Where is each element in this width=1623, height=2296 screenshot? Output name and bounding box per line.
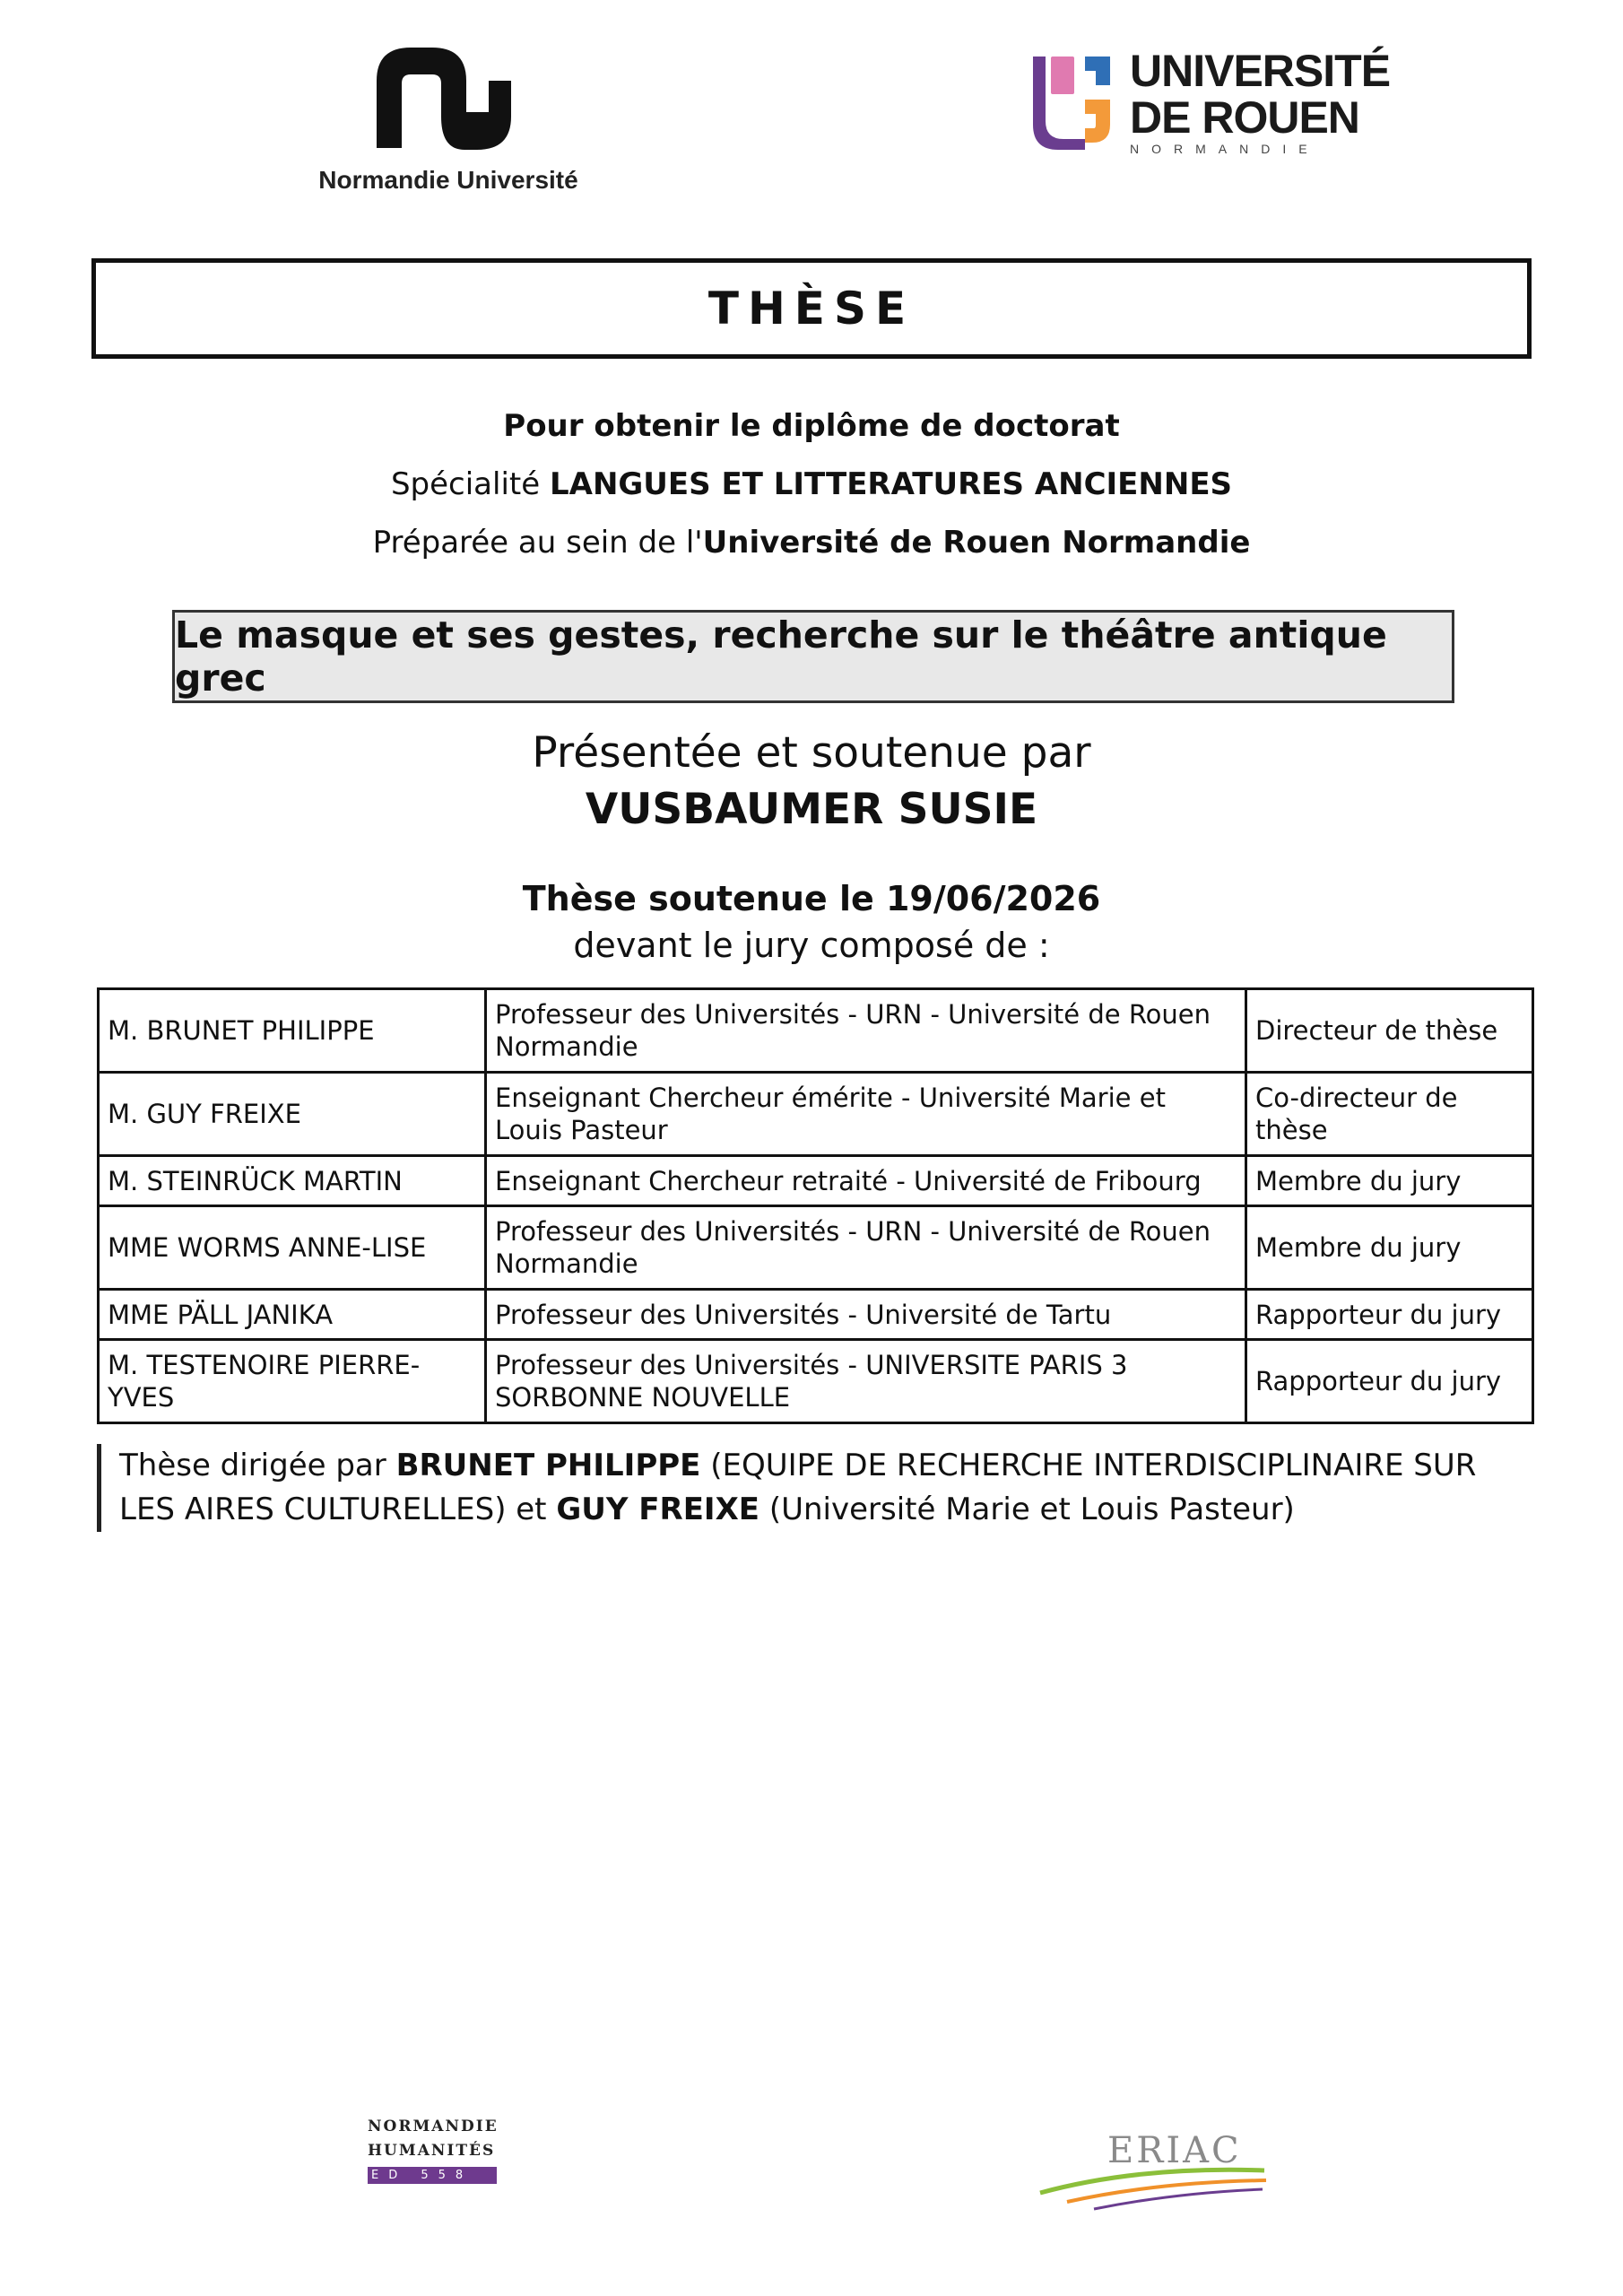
director-2-lab: (Université Marie et Louis Pasteur) (759, 1492, 1295, 1527)
preparee-prefix: Préparée au sein de l' (372, 525, 703, 561)
table-row (99, 1340, 1533, 1423)
these-title: THÈSE (707, 283, 916, 335)
table-row (99, 989, 1533, 1073)
preparee-line (0, 525, 1623, 561)
diplome-line: Pour obtenir le diplôme de doctorat (503, 408, 1120, 444)
universite-rouen-u-icon (1031, 49, 1130, 152)
jury-name-cell: MME WORMS ANNE-LISE (99, 1206, 486, 1290)
normandie-humanites-logo (368, 2115, 511, 2196)
universite-rouen-line3: NORMANDIE (1130, 142, 1320, 156)
director-1-lab: (EQUIPE DE RECHERCHE INTERDISCIPLINAIRE SUR LES AIRES CULTURELLES) et (119, 1448, 1477, 1527)
specialite-line (0, 466, 1623, 502)
eriac-text: ERIAC (1107, 2130, 1242, 2171)
table-row (99, 1206, 1533, 1290)
jury-role-cell: Co-directeur de thèse (1246, 1073, 1533, 1156)
jury-name-cell: M. GUY FREIXE (99, 1073, 486, 1156)
jury-role-cell: Directeur de thèse (1246, 989, 1533, 1073)
jury-name-cell: M. STEINRÜCK MARTIN (99, 1156, 486, 1206)
jury-name-cell: M. TESTENOIRE PIERRE-YVES (99, 1340, 486, 1423)
direction-prefix: Thèse dirigée par (119, 1448, 396, 1483)
normandie-humanites-line3: ED 558 (368, 2167, 497, 2184)
jury-role-cell: Rapporteur du jury (1246, 1340, 1533, 1423)
eriac-swoosh-icon (1031, 2130, 1273, 2211)
table-row (99, 1073, 1533, 1156)
jury-intro-line: devant le jury composé de : (573, 926, 1050, 965)
director-2: GUY FREIXE (556, 1492, 760, 1527)
jury-affiliation-cell: Professeur des Universités - URN - Université de Rouen Normandie (486, 1206, 1246, 1290)
normandie-universite-text: Normandie Université (318, 166, 578, 194)
specialite-prefix: Spécialité (390, 466, 550, 502)
presentee-line: Présentée et soutenue par (532, 728, 1091, 778)
table-row (99, 1156, 1533, 1206)
jury-table (97, 987, 1534, 1424)
normandie-universite-logo (287, 40, 610, 206)
universite-rouen-line2: DE ROUEN (1130, 92, 1359, 143)
eriac-logo (1031, 2130, 1273, 2211)
jury-affiliation-cell: Professeur des Universités - Université de Tartu (486, 1290, 1246, 1340)
director-1: BRUNET PHILIPPE (395, 1448, 701, 1483)
universite-rouen-logo (1031, 45, 1391, 161)
these-title-box (91, 258, 1532, 359)
jury-role-cell: Membre du jury (1246, 1206, 1533, 1290)
normandie-universite-emblem-icon (368, 40, 520, 157)
jury-affiliation-cell: Professeur des Universités - URN - Université de Rouen Normandie (486, 989, 1246, 1073)
jury-role-cell: Membre du jury (1246, 1156, 1533, 1206)
specialite-value: LANGUES ET LITTERATURES ANCIENNES (549, 466, 1233, 502)
jury-name-cell: M. BRUNET PHILIPPE (99, 989, 486, 1073)
jury-role-cell: Rapporteur du jury (1246, 1290, 1533, 1340)
soutenance-date-line: Thèse soutenue le 19/06/2026 (522, 879, 1101, 918)
jury-table-body (99, 989, 1533, 1423)
thesis-subject: Le masque et ses gestes, recherche sur le théâtre antique grec (175, 613, 1387, 700)
jury-affiliation-cell: Enseignant Chercheur retraité - Université de Fribourg (486, 1156, 1246, 1206)
normandie-humanites-line2: HUMANITÉS (368, 2142, 496, 2160)
direction-paragraph (97, 1444, 1523, 1532)
universite-rouen-line1: UNIVERSITÉ (1130, 46, 1391, 96)
table-row (99, 1290, 1533, 1340)
jury-name-cell: MME PÄLL JANIKA (99, 1290, 486, 1340)
etablissement-value: Université de Rouen Normandie (702, 525, 1251, 561)
subject-box (172, 610, 1454, 703)
author-name: VUSBAUMER SUSIE (585, 785, 1038, 834)
jury-affiliation-cell: Professeur des Universités - UNIVERSITE PARIS 3 SORBONNE NOUVELLE (486, 1340, 1246, 1423)
jury-affiliation-cell: Enseignant Chercheur émérite - Université Marie et Louis Pasteur (486, 1073, 1246, 1156)
normandie-humanites-line1: NORMANDIE (368, 2118, 499, 2135)
